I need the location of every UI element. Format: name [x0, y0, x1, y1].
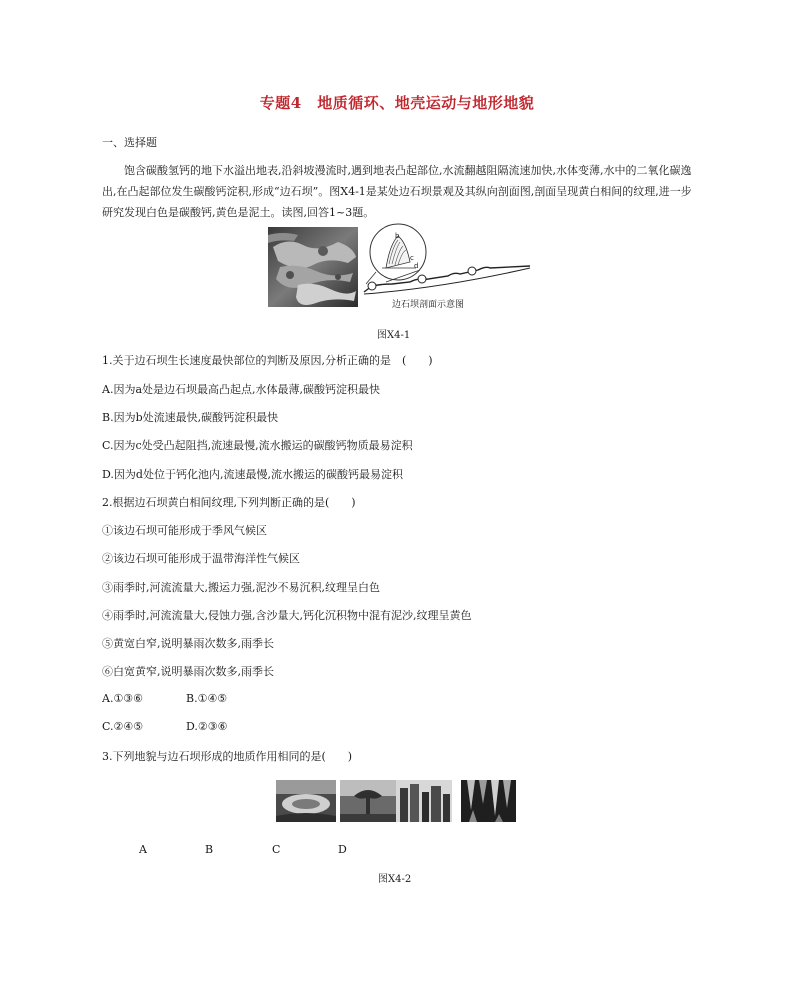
image-label-a: A [139, 843, 147, 856]
cross-section-graphic [362, 222, 532, 308]
intro-paragraph [102, 160, 694, 223]
image-label-d: D [338, 843, 347, 856]
figure-caption-x4-1: 图X4-1 [377, 330, 411, 341]
page-title: 专题4 地质循环、地壳运动与地形地貌 [259, 94, 535, 112]
question-2-option-b: B.①④⑤ [186, 692, 228, 705]
landform-photo-a [276, 780, 336, 822]
question-2-statement-4: ④雨季时,河流流量大,侵蚀力强,含沙量大,钙化沉积物中混有泥沙,纹理呈黄色 [102, 609, 472, 622]
question-1-option-a: A.因为a处是边石坝最高凸起点,水体最薄,碳酸钙淀积最快 [102, 383, 380, 396]
question-2-option-a: A.①③⑥ [102, 692, 144, 705]
question-2-statement-2: ②该边石坝可能形成于温带海洋性气候区 [102, 552, 300, 565]
point-label-d: d [414, 262, 419, 270]
landform-c-graphic [396, 780, 452, 822]
question-2-statement-5: ⑤黄宽白窄,说明暴雨次数多,雨季长 [102, 637, 274, 650]
figure-caption-x4-2: 图X4-2 [378, 874, 412, 885]
landform-b-graphic [340, 780, 396, 822]
question-1-option-d: D.因为d处位于钙化池内,流速最慢,流水搬运的碳酸钙最易淀积 [102, 468, 403, 481]
point-label-c: c [410, 254, 414, 262]
question-1-option-b: B.因为b处流速最快,碳酸钙淀积最快 [102, 411, 279, 424]
travertine-landscape-photo [268, 227, 358, 307]
image-label-c: C [272, 843, 281, 856]
question-2-statement-6: ⑥白宽黄窄,说明暴雨次数多,雨季长 [102, 665, 274, 678]
question-1-option-c: C.因为c处受凸起阻挡,流速最慢,流水搬运的碳酸钙物质最易淀积 [102, 439, 413, 452]
question-2-option-c: C.②④⑤ [102, 720, 144, 733]
landform-d-graphic [461, 780, 516, 822]
point-label-b: b [395, 232, 400, 240]
question-3-stem: 3.下列地貌与边石坝形成的地质作用相同的是( ) [102, 750, 353, 763]
landform-photo-c [396, 780, 452, 822]
question-2-option-d: D.②③⑥ [186, 720, 228, 733]
landform-photo-b [340, 780, 396, 822]
intro-text: 饱含碳酸氢钙的地下水溢出地表,沿斜坡漫流时,遇到地表凸起部位,水流翻越阻隔流速加快,水体变薄,水中的二氧化碳逸出,在凸起部位发生碳酸钙淀积,形成“边石坝”。图X4-1是某处边石坝景观及其纵向剖面图,剖面呈现黄白相间的纹理,进一步研究发现白色是碳酸钙,黄色是泥土。读图,回答1~3题。 [102, 164, 692, 219]
dam-cross-section-diagram [362, 222, 532, 308]
question-2-stem: 2.根据边石坝黄白相间纹理,下列判断正确的是( ) [102, 496, 356, 509]
landform-a-graphic [276, 780, 336, 822]
section-heading: 一、选择题 [102, 136, 157, 149]
question-1-stem: 1.关于边石坝生长速度最快部位的判断及原因,分析正确的是 ( ) [102, 354, 433, 367]
diagram-caption: 边石坝剖面示意图 [392, 300, 465, 310]
image-label-b: B [205, 843, 214, 856]
travertine-photo-graphic [268, 227, 358, 307]
landform-photo-d [461, 780, 516, 822]
question-2-statement-3: ③雨季时,河流流量大,搬运力强,泥沙不易沉积,纹理呈白色 [102, 581, 380, 594]
question-2-statement-1: ①该边石坝可能形成于季风气候区 [102, 524, 267, 537]
